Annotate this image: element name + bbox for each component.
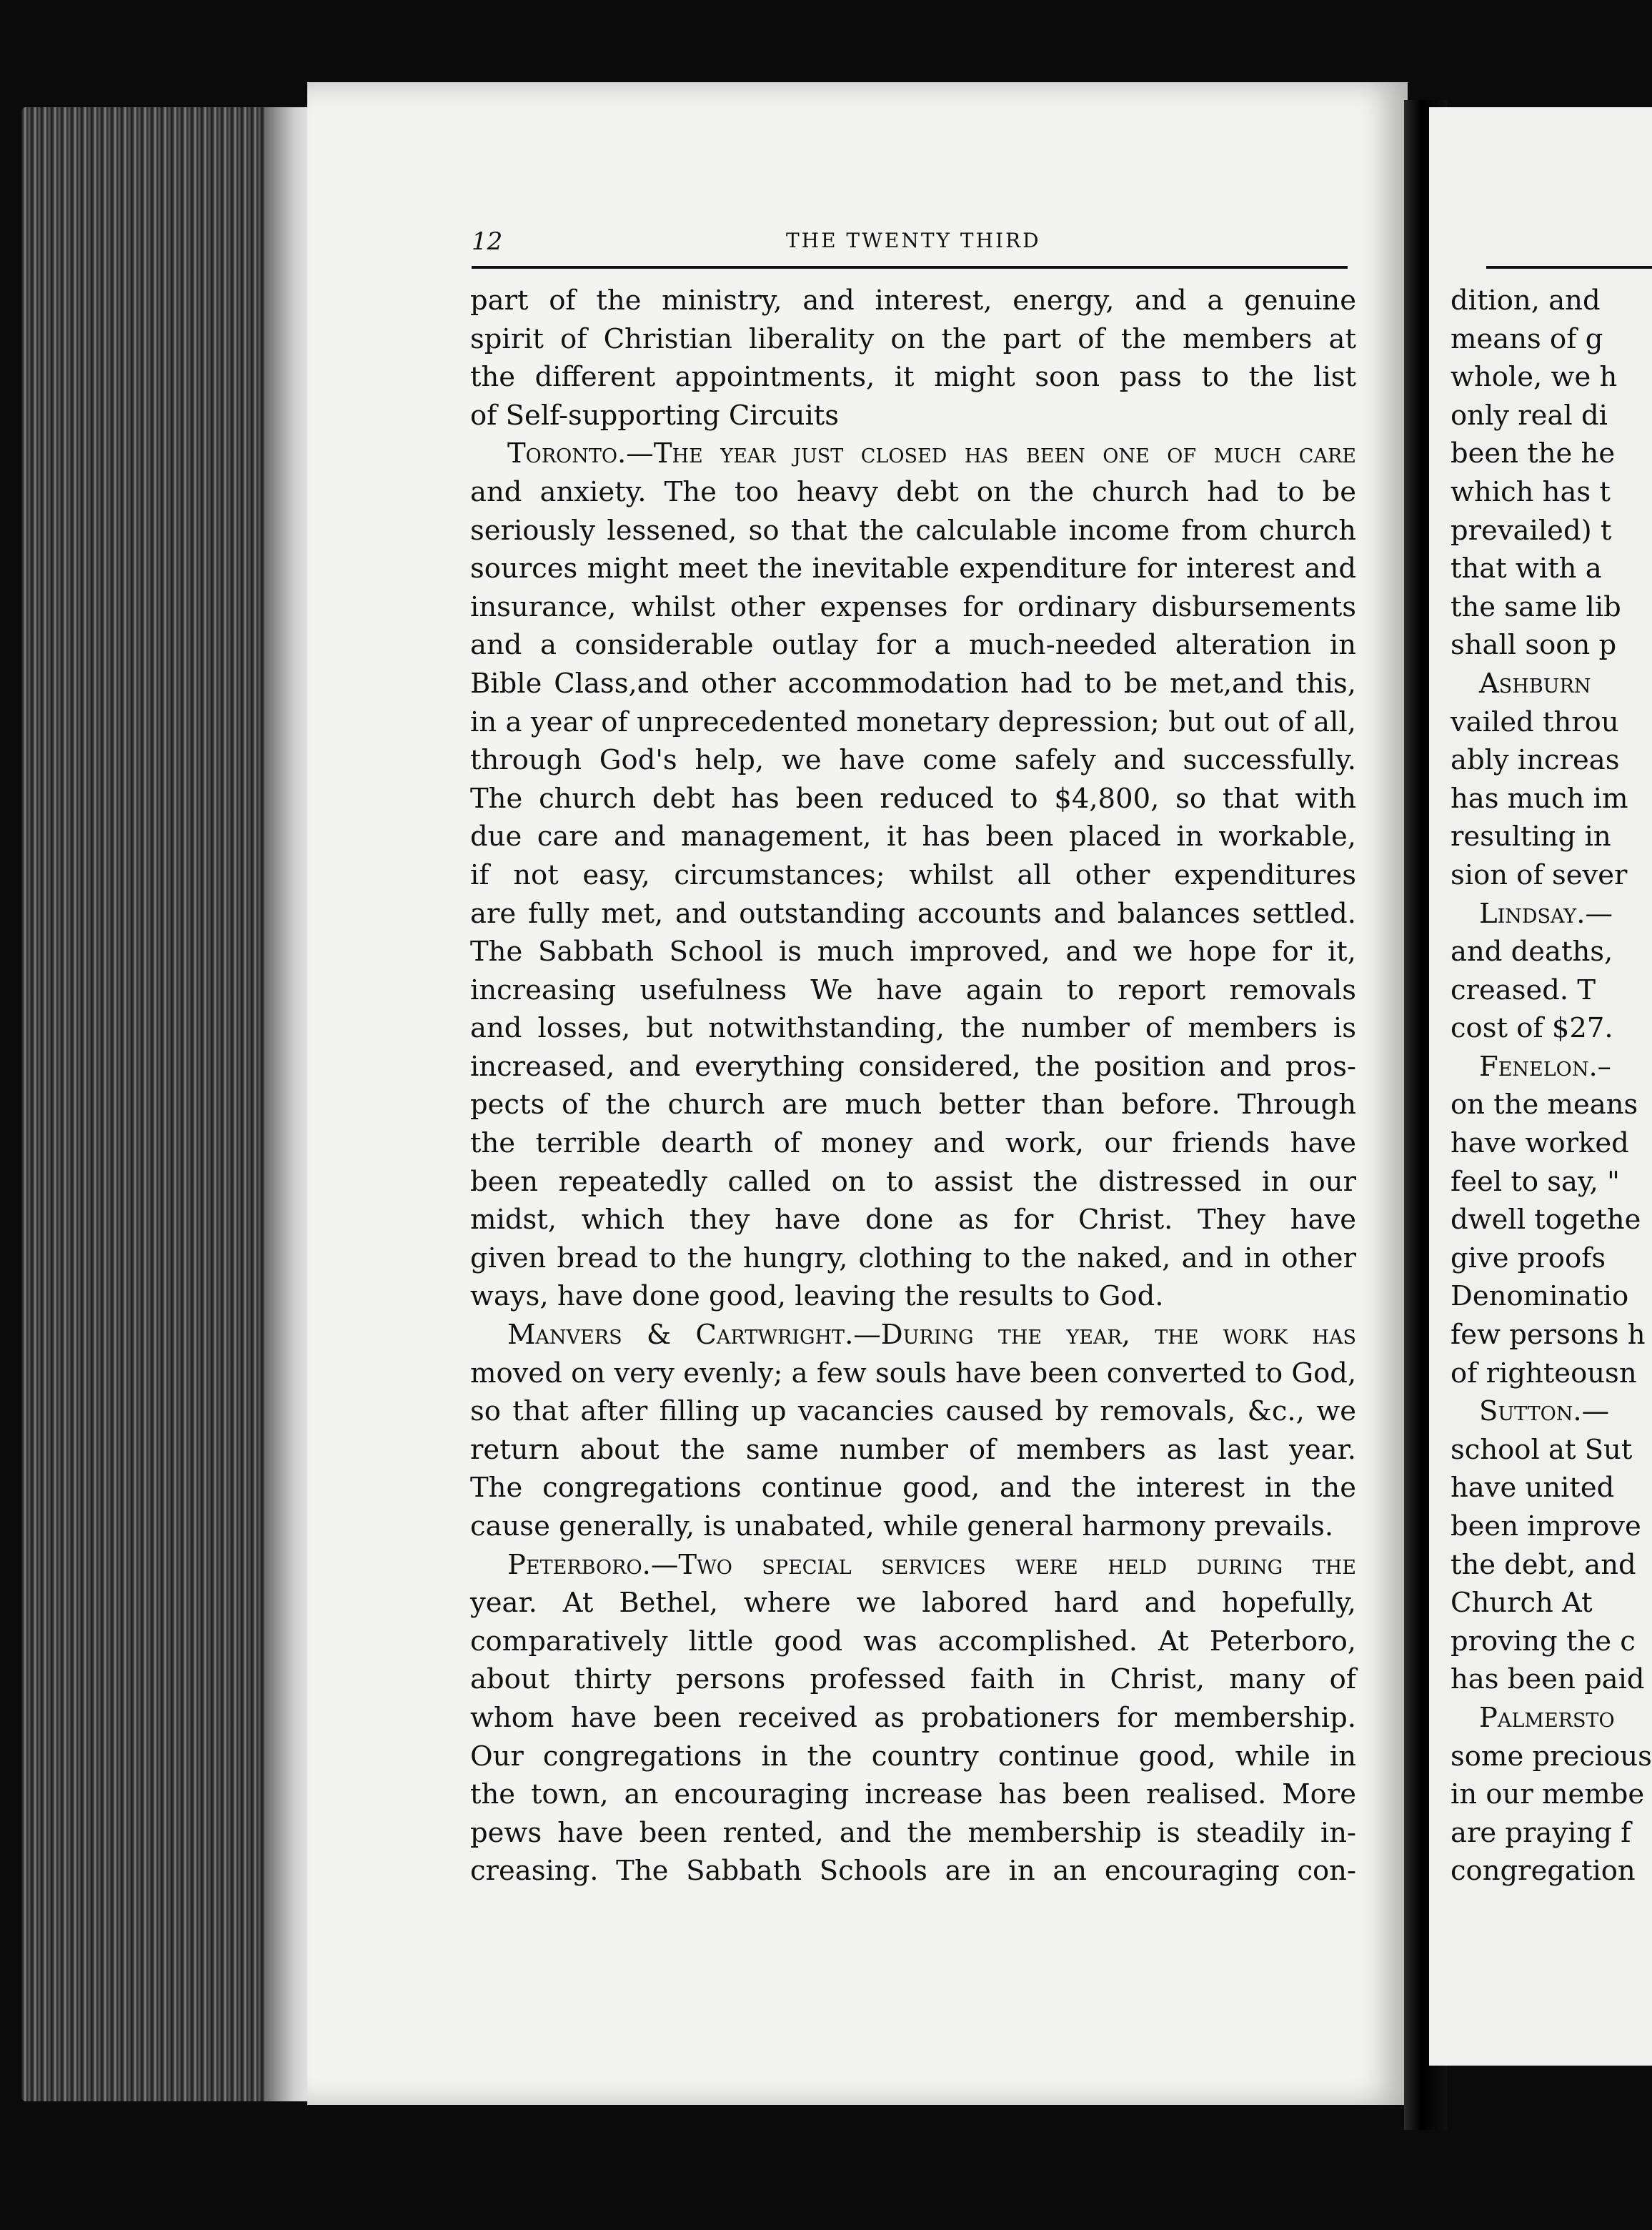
text-line: so that after filling up vacancies caused by removals, &c., we: [470, 1395, 1356, 1428]
text-line: some precious: [1451, 1740, 1652, 1773]
text-line: increased, and everything considered, the position and pros-: [470, 1050, 1356, 1083]
text-line: in a year of unprecedented monetary depression; but out of all,: [470, 705, 1356, 738]
text-line: increasing usefulness We have again to report removals: [470, 973, 1356, 1006]
text-line: feel to say, ": [1451, 1165, 1620, 1198]
text-line: whom have been received as probationers for membership.: [470, 1701, 1356, 1734]
page-edges: [21, 107, 314, 2101]
text-line: congregation: [1451, 1855, 1636, 1888]
left-page-text: [470, 282, 1356, 1890]
text-line: and losses, but notwithstanding, the number of members is: [470, 1012, 1356, 1045]
text-line: give proofs: [1451, 1242, 1606, 1274]
text-line: means of g: [1451, 322, 1603, 355]
text-line: are fully met, and outstanding accounts and balances settled.: [470, 897, 1356, 930]
right-header-rule: [1486, 266, 1652, 269]
text-line: and anxiety. The too heavy debt on the church had to be: [470, 475, 1356, 508]
text-line: proving the c: [1451, 1625, 1636, 1657]
text-line: Lindsay.—: [1479, 897, 1613, 930]
running-head: THE TWENTY THIRD: [786, 229, 1041, 252]
right-page-text: [1451, 282, 1652, 1890]
text-line: sion of sever: [1451, 858, 1628, 891]
text-line: vailed throu: [1451, 705, 1619, 738]
text-line: pews have been rented, and the membership is steadily in-: [470, 1816, 1356, 1849]
text-line: Ashburn: [1479, 667, 1591, 700]
text-line: resulting in: [1451, 821, 1611, 853]
text-line: whole, we h: [1451, 361, 1618, 394]
text-line: of Self-supporting Circuits: [470, 399, 839, 432]
text-line: cause generally, is unabated, while general harmony prevails.: [470, 1510, 1334, 1542]
header-rule: [472, 266, 1348, 269]
text-line: dition, and: [1451, 284, 1601, 317]
text-line: spirit of Christian liberality on the part of the members at: [470, 322, 1356, 355]
text-line: in our membe: [1451, 1778, 1645, 1811]
text-line: and a considerable outlay for a much-needed alteration in: [470, 629, 1356, 662]
text-line: the same lib: [1451, 590, 1621, 623]
text-line: few persons h: [1451, 1319, 1646, 1352]
text-line: creased. T: [1451, 973, 1596, 1006]
text-line: school at Sut: [1451, 1433, 1633, 1466]
text-line: the debt, and: [1451, 1548, 1636, 1581]
text-line: have united: [1451, 1472, 1615, 1505]
text-line: The Sabbath School is much improved, and we hope for it,: [470, 936, 1356, 968]
text-line: about thirty persons professed faith in Christ, many of: [470, 1663, 1356, 1696]
text-line: been improve: [1451, 1510, 1641, 1542]
text-line: Toronto.—The year just closed has been one of much care: [507, 437, 1356, 470]
text-line: The congregations continue good, and the interest in the: [470, 1472, 1356, 1505]
page-number: 12: [472, 227, 503, 256]
text-line: on the means: [1451, 1089, 1638, 1121]
text-line: been the he: [1451, 437, 1616, 470]
text-line: The church debt has been reduced to $4,800, so that with: [470, 782, 1356, 815]
text-line: the different appointments, it might soon pass to the list: [470, 361, 1356, 394]
text-line: pects of the church are much better than before. Through: [470, 1089, 1356, 1121]
text-line: Sutton.—: [1479, 1395, 1610, 1428]
text-line: due care and management, it has been placed in workable,: [470, 821, 1356, 853]
text-line: if not easy, circumstances; whilst all other expenditures: [470, 858, 1356, 891]
text-line: has much im: [1451, 782, 1628, 815]
text-line: Our congregations in the country continue good, while in: [470, 1740, 1356, 1773]
text-line: ways, have done good, leaving the results to God.: [470, 1280, 1164, 1313]
text-line: Palmersto: [1479, 1701, 1615, 1734]
text-line: sources might meet the inevitable expenditure for interest and: [470, 552, 1356, 585]
text-line: midst, which they have done as for Christ. They have: [470, 1204, 1356, 1237]
page-header: [472, 227, 1350, 270]
text-line: ably increas: [1451, 744, 1620, 777]
text-line: the town, an encouraging increase has been realised. More: [470, 1778, 1356, 1811]
text-line: prevailed) t: [1451, 514, 1612, 547]
text-line: insurance, whilst other expenses for ordinary disbursements: [470, 590, 1356, 623]
text-line: which has t: [1451, 475, 1611, 508]
text-line: are praying f: [1451, 1816, 1631, 1849]
text-line: return about the same number of members as last year.: [470, 1433, 1356, 1466]
text-line: that with a: [1451, 552, 1602, 585]
text-line: only real di: [1451, 399, 1608, 432]
text-line: creasing. The Sabbath Schools are in an encouraging con-: [470, 1855, 1356, 1888]
text-line: dwell togethe: [1451, 1204, 1641, 1237]
text-line: seriously lessened, so that the calculable income from church: [470, 514, 1356, 547]
text-line: year. At Bethel, where we labored hard and hopefully,: [470, 1587, 1356, 1620]
text-line: Denominatio: [1451, 1280, 1629, 1313]
text-line: Manvers & Cartwright.—During the year, the work has: [507, 1319, 1356, 1352]
text-line: comparatively little good was accomplished. At Peterboro,: [470, 1625, 1356, 1657]
text-line: part of the ministry, and interest, energy, and a genuine: [470, 284, 1356, 317]
text-line: given bread to the hungry, clothing to the naked, and in other: [470, 1242, 1356, 1274]
text-line: the terrible dearth of money and work, our friends have: [470, 1127, 1356, 1160]
text-line: have worked: [1451, 1127, 1629, 1160]
text-line: Fenelon.–: [1479, 1050, 1611, 1083]
text-line: moved on very evenly; a few souls have been converted to God,: [470, 1357, 1357, 1389]
text-line: of righteousn: [1451, 1357, 1637, 1389]
text-line: Bible Class,and other accommodation had to be met,and this,: [470, 667, 1356, 700]
text-line: cost of $27.: [1451, 1012, 1613, 1045]
text-line: Peterboro.—Two special services were held during the: [507, 1548, 1356, 1581]
text-line: Church At: [1451, 1587, 1593, 1620]
text-line: shall soon p: [1451, 629, 1617, 662]
text-line: has been paid: [1451, 1663, 1645, 1696]
text-line: and deaths,: [1451, 936, 1613, 968]
text-line: been repeatedly called on to assist the distressed in our: [470, 1165, 1356, 1198]
text-line: through God's help, we have come safely and successfully.: [470, 744, 1356, 777]
